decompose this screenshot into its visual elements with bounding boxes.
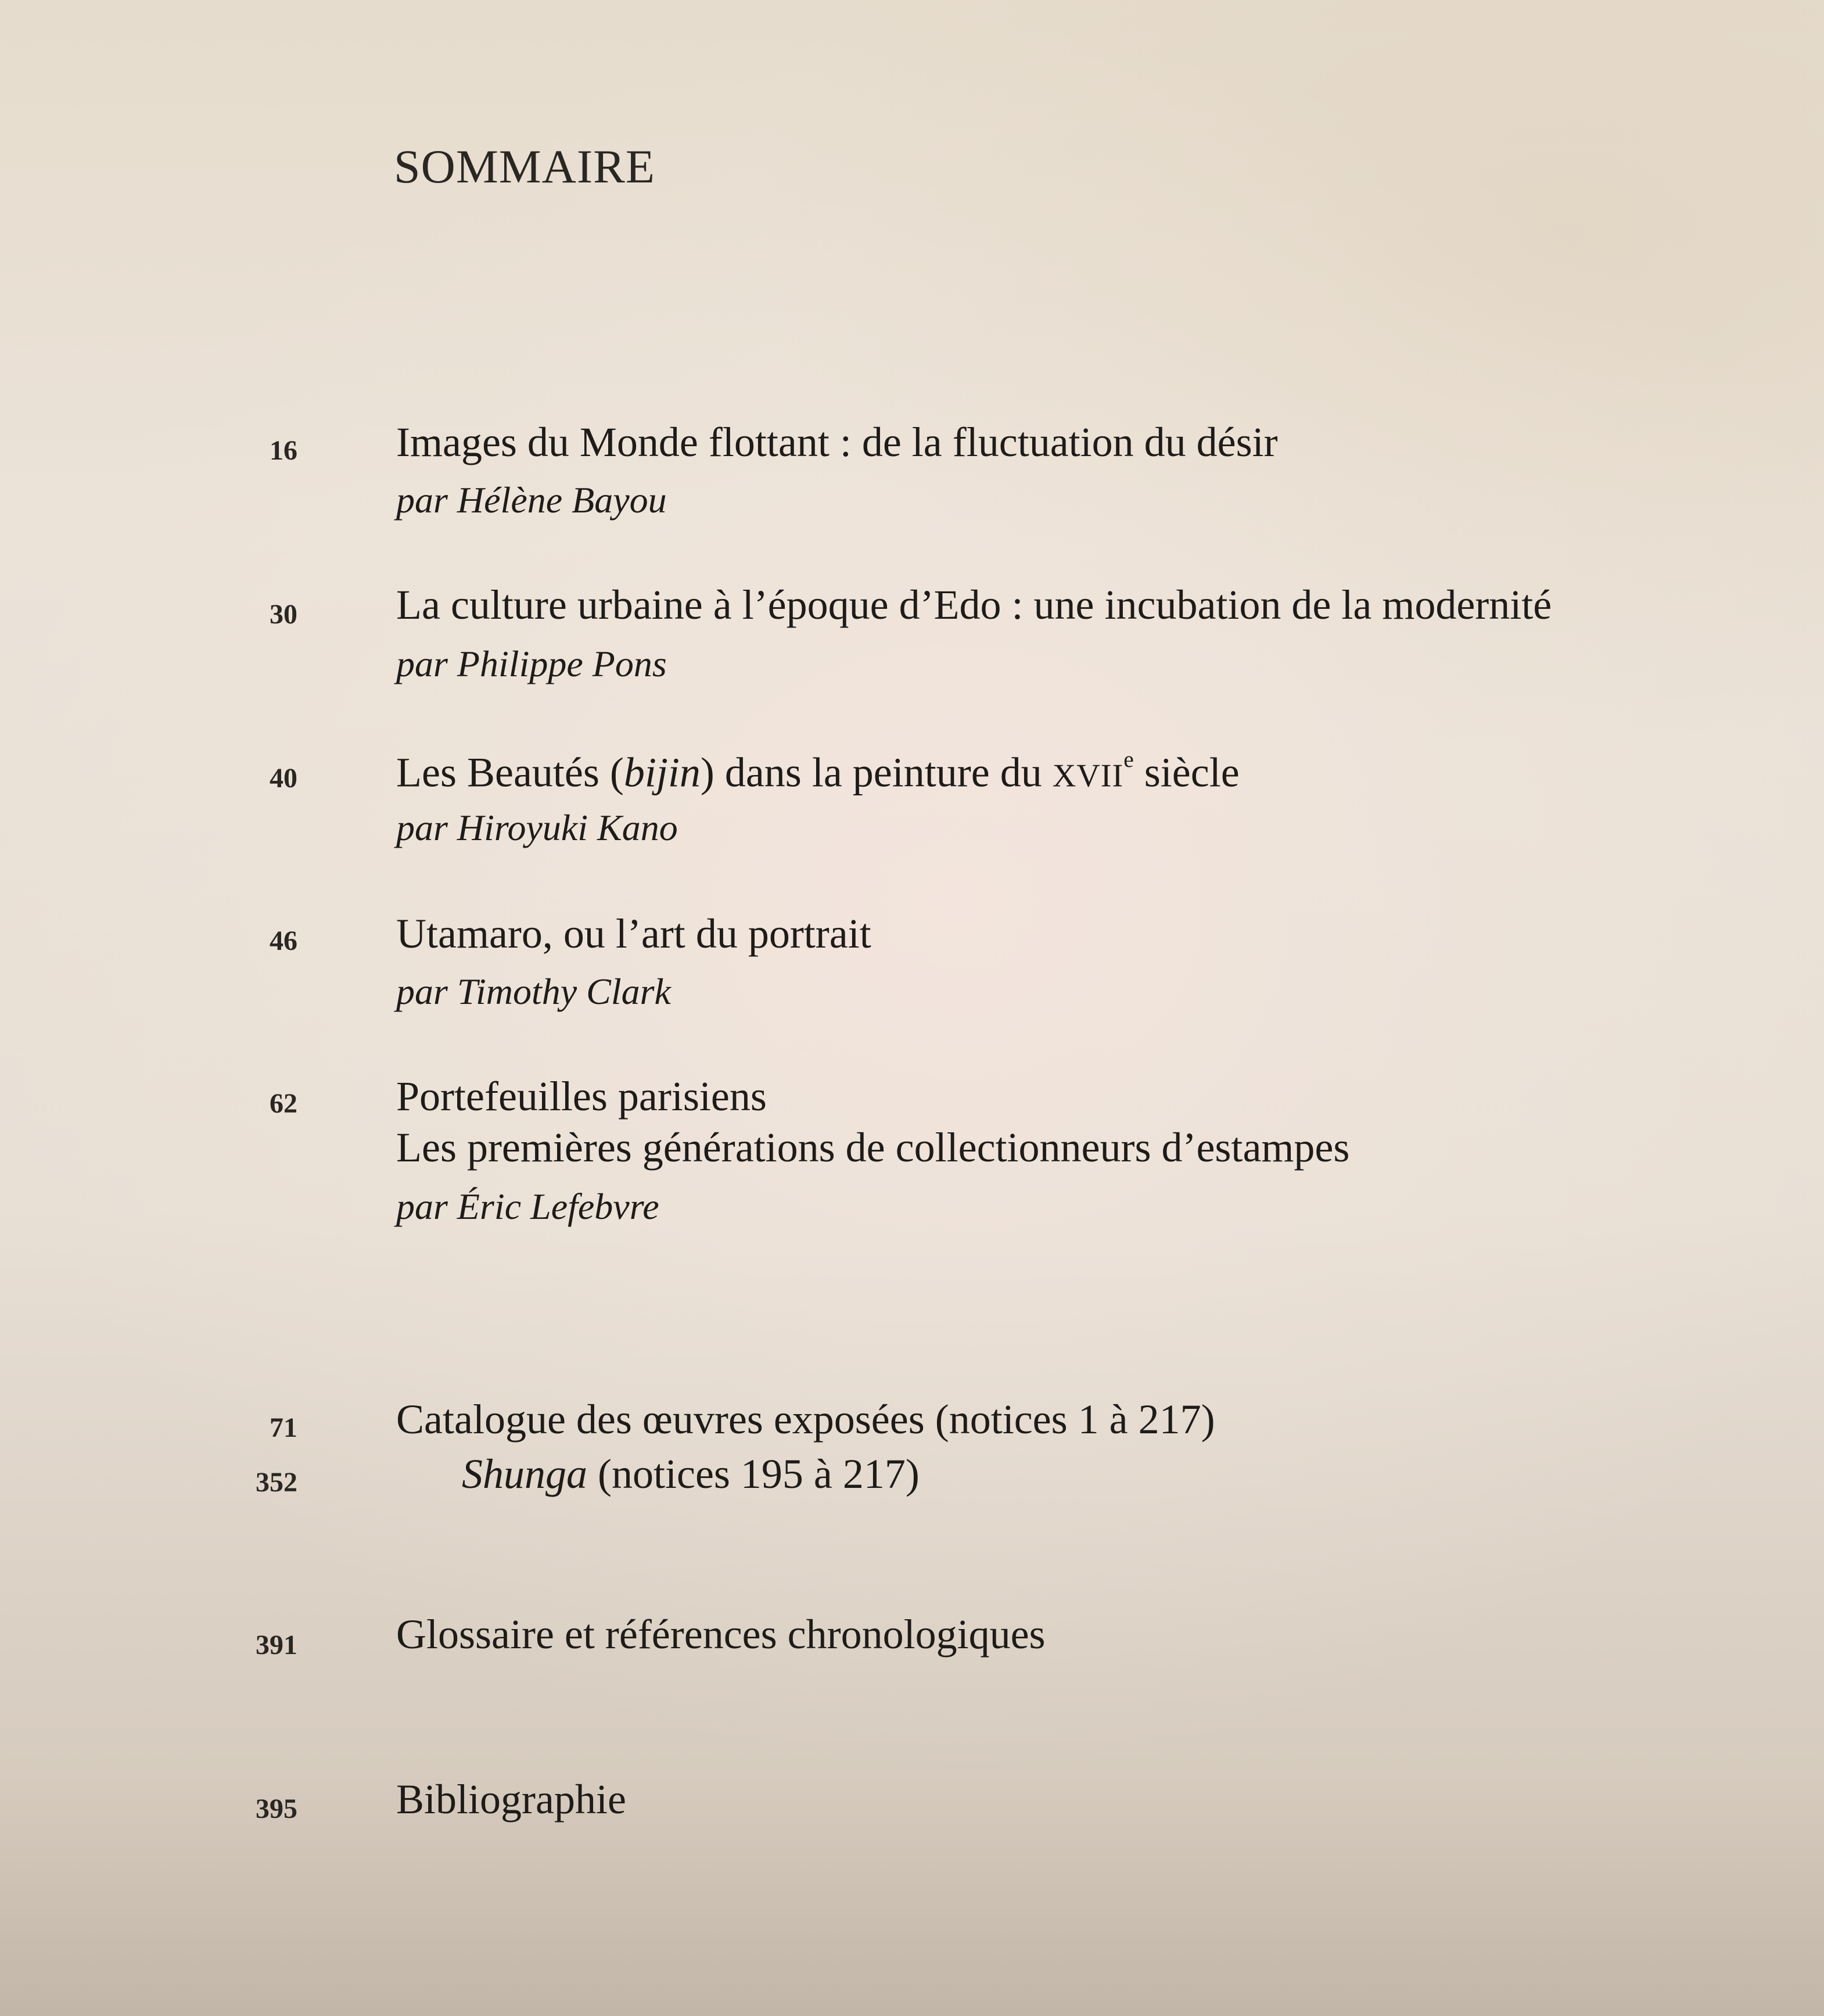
toc-page-number: 30 [270,599,297,630]
title-text: Les Beautés ( [396,749,624,796]
title-text: siècle [1133,749,1240,796]
toc-entry-title: Utamaro, ou l’art du portrait [396,910,871,957]
toc-page-number: 391 [256,1630,297,1660]
century-numeral: XVII [1052,758,1124,794]
title-text: (notices 195 à 217) [587,1451,920,1497]
toc-page-number: 16 [270,435,297,466]
toc-page-number: 62 [270,1088,297,1119]
toc-entry-author: par Éric Lefebvre [396,1186,659,1227]
toc-page-number: 395 [256,1793,297,1824]
toc-entry-title: Catalogue des œuvres exposées (notices 1 à 217) [396,1396,1215,1443]
toc-entry-title: Bibliographie [396,1776,626,1823]
toc-entry-author: par Timothy Clark [396,971,671,1012]
page-title: SOMMAIRE [394,140,655,193]
toc-entry-subtitle: Les premières générations de collectionneurs d’estampes [396,1124,1350,1171]
title-italic-term: Shunga [462,1451,587,1497]
toc-entry-title: Images du Monde flottant : de la fluctuation du désir [396,419,1278,465]
toc-entry-title [462,1450,920,1498]
toc-entry-title: Portefeuilles parisiens [396,1073,767,1120]
toc-entry-author: par Philippe Pons [396,643,667,684]
title-italic-term: bijin [623,749,701,796]
century-suffix: e [1123,747,1134,772]
toc-entry-author: par Hélène Bayou [396,479,667,521]
toc-entry-title: Glossaire et références chronologiques [396,1611,1046,1658]
toc-page-number: 46 [270,926,297,956]
toc-page-number: 352 [256,1467,297,1498]
toc-entry-author: par Hiroyuki Kano [396,807,678,848]
toc-entry-title: La culture urbaine à l’époque d’Edo : une incubation de la modernité [396,582,1552,628]
toc-page-number: 40 [270,763,297,794]
title-text: ) dans la peinture du [700,749,1053,796]
toc-page-number: 71 [270,1412,297,1443]
toc-entry-title [396,746,1240,797]
